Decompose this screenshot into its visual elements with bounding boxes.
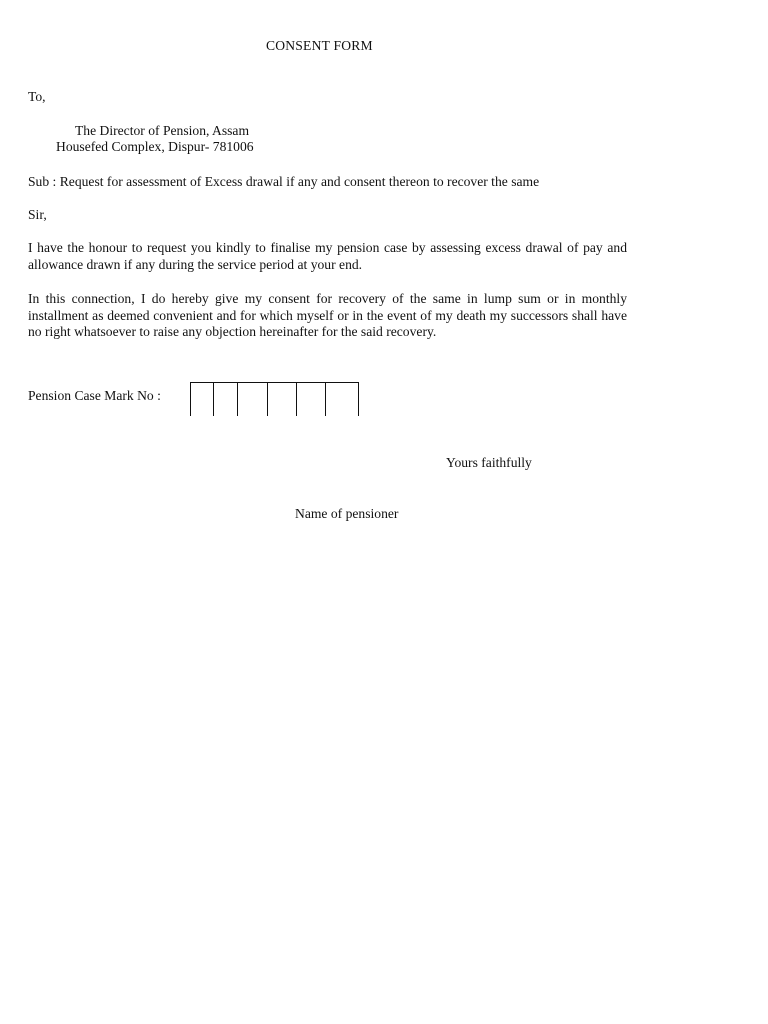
addressee-to: To, <box>28 89 46 104</box>
pension-case-digit-box[interactable] <box>268 383 297 416</box>
signature-name-label: Name of pensioner <box>295 506 399 521</box>
request-paragraph: I have the honour to request you kindly to finalise my pension case by assessing excess drawal of pay and allowance drawn if any during the service period at your end. <box>28 240 627 272</box>
closing-yours-faithfully: Yours faithfully <box>446 455 532 470</box>
pension-case-digit-box[interactable] <box>238 383 268 416</box>
pension-case-digit-box[interactable] <box>297 383 326 416</box>
address-line-1: The Director of Pension, Assam <box>75 123 250 138</box>
pension-case-digit-box[interactable] <box>326 383 359 416</box>
pension-case-number-boxes <box>190 382 359 416</box>
pension-case-digit-box[interactable] <box>214 383 238 416</box>
salutation: Sir, <box>28 207 47 222</box>
form-title: CONSENT FORM <box>266 38 373 53</box>
subject-line: Sub : Request for assessment of Excess drawal if any and consent thereon to recover the same <box>28 174 540 189</box>
pension-case-label: Pension Case Mark No : <box>28 388 161 403</box>
address-line-2: Housefed Complex, Dispur- 781006 <box>56 139 254 154</box>
pension-case-digit-box[interactable] <box>191 383 214 416</box>
consent-paragraph: In this connection, I do hereby give my consent for recovery of the same in lump sum or in monthly installment as deemed convenient and for which myself or in the event of my death my successors shall have no right whatsoever to raise any objection hereinafter for the said recovery. <box>28 291 627 339</box>
